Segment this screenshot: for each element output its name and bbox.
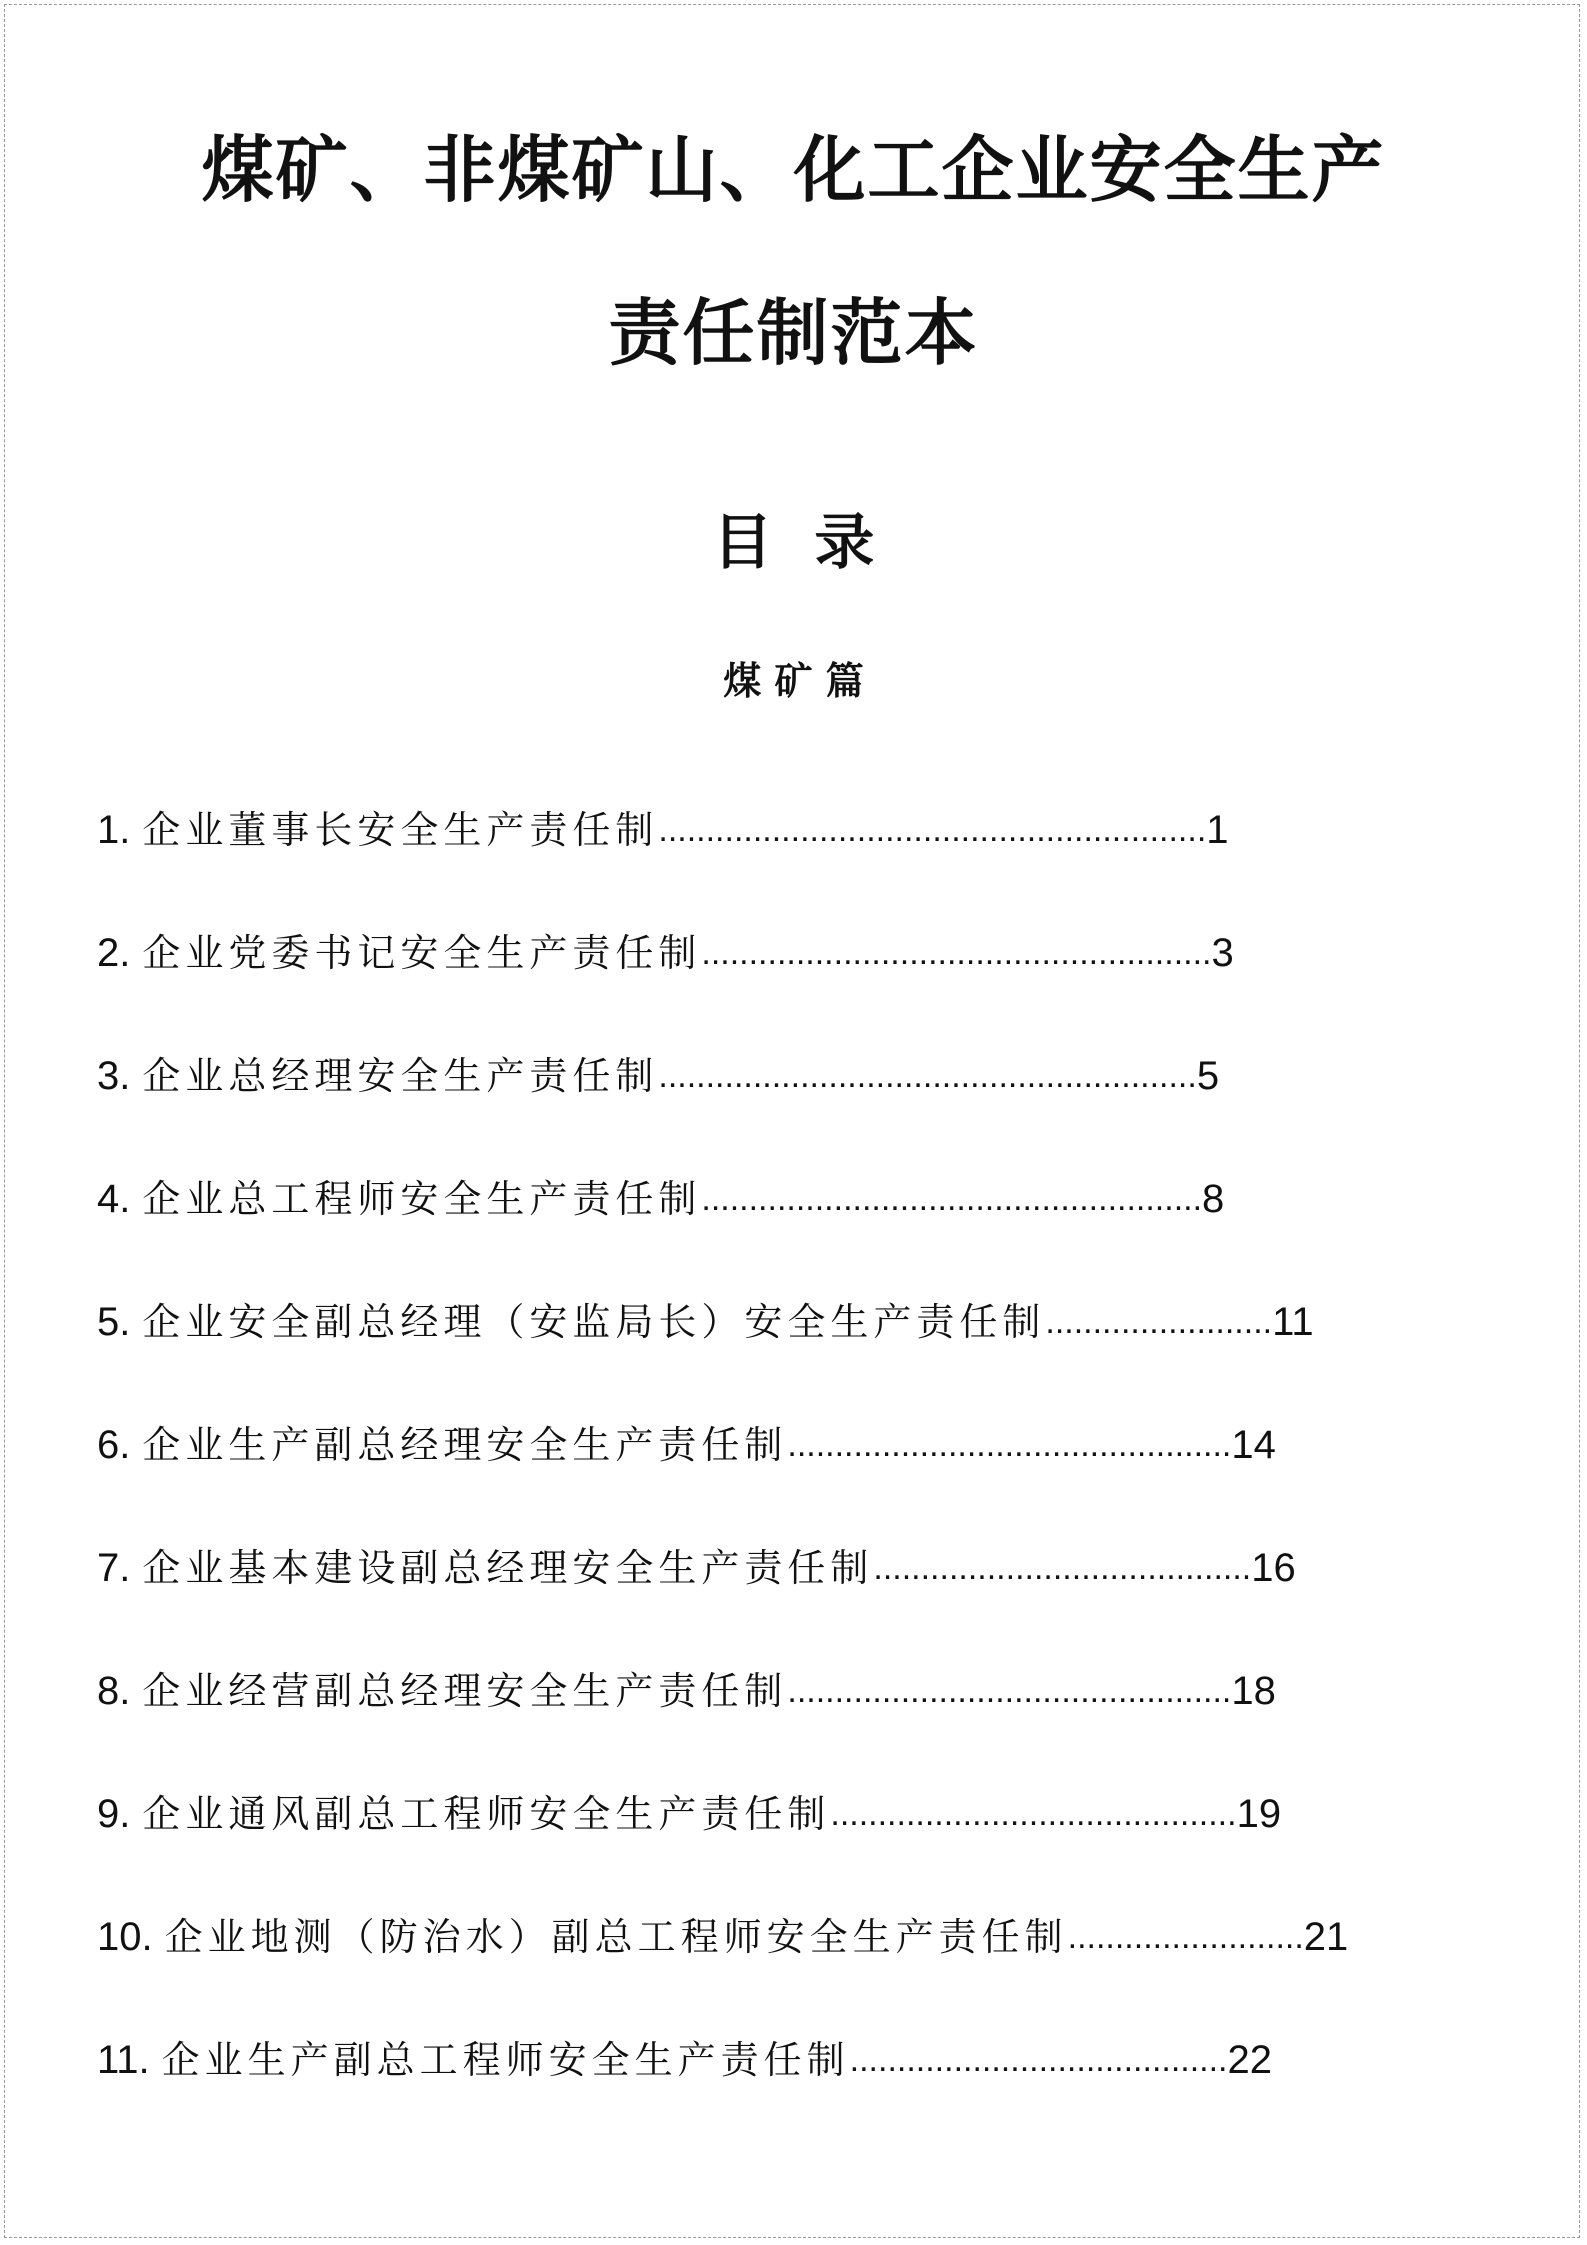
toc-entry-page: 21	[1303, 1914, 1349, 1959]
toc-entry-title: 企业生产副总经理安全生产责任制	[142, 1422, 788, 1467]
toc-entry-leader: ........................	[1045, 1302, 1273, 1341]
toc-entry-number: 11.	[97, 2037, 150, 2082]
toc-entry-leader: ........................................	[873, 1548, 1252, 1587]
toc-entry-number: 2.	[97, 930, 131, 975]
toc-entry-number: 4.	[97, 1176, 131, 1221]
toc-entry-leader: ..........................................................	[658, 810, 1207, 849]
toc-entry-title: 企业经营副总经理安全生产责任制	[142, 1668, 788, 1713]
toc-entry-page: 1	[1206, 807, 1229, 852]
toc-entry-number: 5.	[97, 1299, 131, 1344]
toc-entry-title: 企业基本建设副总经理安全生产责任制	[142, 1545, 874, 1590]
toc-entry-number: 6.	[97, 1422, 131, 1467]
toc-section-heading: 煤 矿 篇	[723, 658, 864, 703]
toc-entry-8[interactable]	[97, 1629, 1348, 1752]
toc-entry-9[interactable]	[97, 1752, 1348, 1875]
toc-entry-title: 企业安全副总经理（安监局长）安全生产责任制	[142, 1299, 1046, 1344]
toc-entry-title: 企业总工程师安全生产责任制	[142, 1176, 702, 1221]
toc-entry-title: 企业地测（防治水）副总工程师安全生产责任制	[164, 1914, 1068, 1959]
toc-entry-page: 16	[1251, 1545, 1296, 1590]
toc-entry-leader: ......................................................	[701, 933, 1212, 972]
toc-entry-page: 8	[1202, 1176, 1225, 1221]
toc-entry-6[interactable]	[97, 1383, 1348, 1506]
document-title-line2: 责任制范本	[608, 291, 979, 375]
toc-entry-number: 8.	[97, 1668, 131, 1713]
toc-entry-number: 7.	[97, 1545, 131, 1590]
toc-entry-10[interactable]	[97, 1875, 1348, 1998]
document-title-line1: 煤矿、非煤矿山、化工企业安全生产	[201, 128, 1386, 212]
toc-entry-number: 3.	[97, 1053, 131, 1098]
toc-entry-page: 22	[1227, 2037, 1273, 2082]
toc-list	[97, 768, 1348, 2121]
toc-entry-number: 1.	[97, 807, 131, 852]
toc-entry-number: 9.	[97, 1791, 131, 1836]
toc-entry-1[interactable]	[97, 768, 1348, 891]
toc-entry-page: 11	[1272, 1299, 1314, 1344]
toc-heading: 目 录	[712, 508, 875, 578]
toc-entry-title: 企业党委书记安全生产责任制	[142, 930, 702, 975]
toc-entry-page: 14	[1231, 1422, 1276, 1467]
toc-entry-title: 企业生产副总工程师安全生产责任制	[161, 2037, 850, 2082]
toc-entry-title: 企业通风副总工程师安全生产责任制	[142, 1791, 831, 1836]
toc-entry-page: 5	[1196, 1053, 1220, 1098]
toc-entry-leader: ...............................................	[787, 1425, 1232, 1464]
toc-entry-leader: ........................................	[849, 2040, 1228, 2079]
toc-entry-2[interactable]	[97, 891, 1348, 1014]
toc-entry-number: 10.	[97, 1914, 153, 1959]
toc-entry-leader: .........................................................	[658, 1056, 1197, 1095]
toc-entry-5[interactable]	[97, 1260, 1348, 1383]
toc-entry-11[interactable]	[97, 1998, 1348, 2121]
toc-entry-leader: ...........................................	[830, 1794, 1237, 1833]
toc-entry-page: 3	[1211, 930, 1234, 975]
toc-entry-leader: .....................................................	[701, 1179, 1203, 1218]
toc-entry-7[interactable]	[97, 1506, 1348, 1629]
toc-entry-leader: .........................	[1067, 1917, 1304, 1956]
toc-entry-page: 19	[1236, 1791, 1282, 1836]
toc-entry-title: 企业董事长安全生产责任制	[142, 807, 659, 852]
toc-entry-page: 18	[1231, 1668, 1276, 1713]
toc-entry-4[interactable]	[97, 1137, 1348, 1260]
toc-entry-title: 企业总经理安全生产责任制	[142, 1053, 659, 1098]
toc-entry-3[interactable]	[97, 1014, 1348, 1137]
toc-entry-leader: ...............................................	[787, 1671, 1232, 1710]
